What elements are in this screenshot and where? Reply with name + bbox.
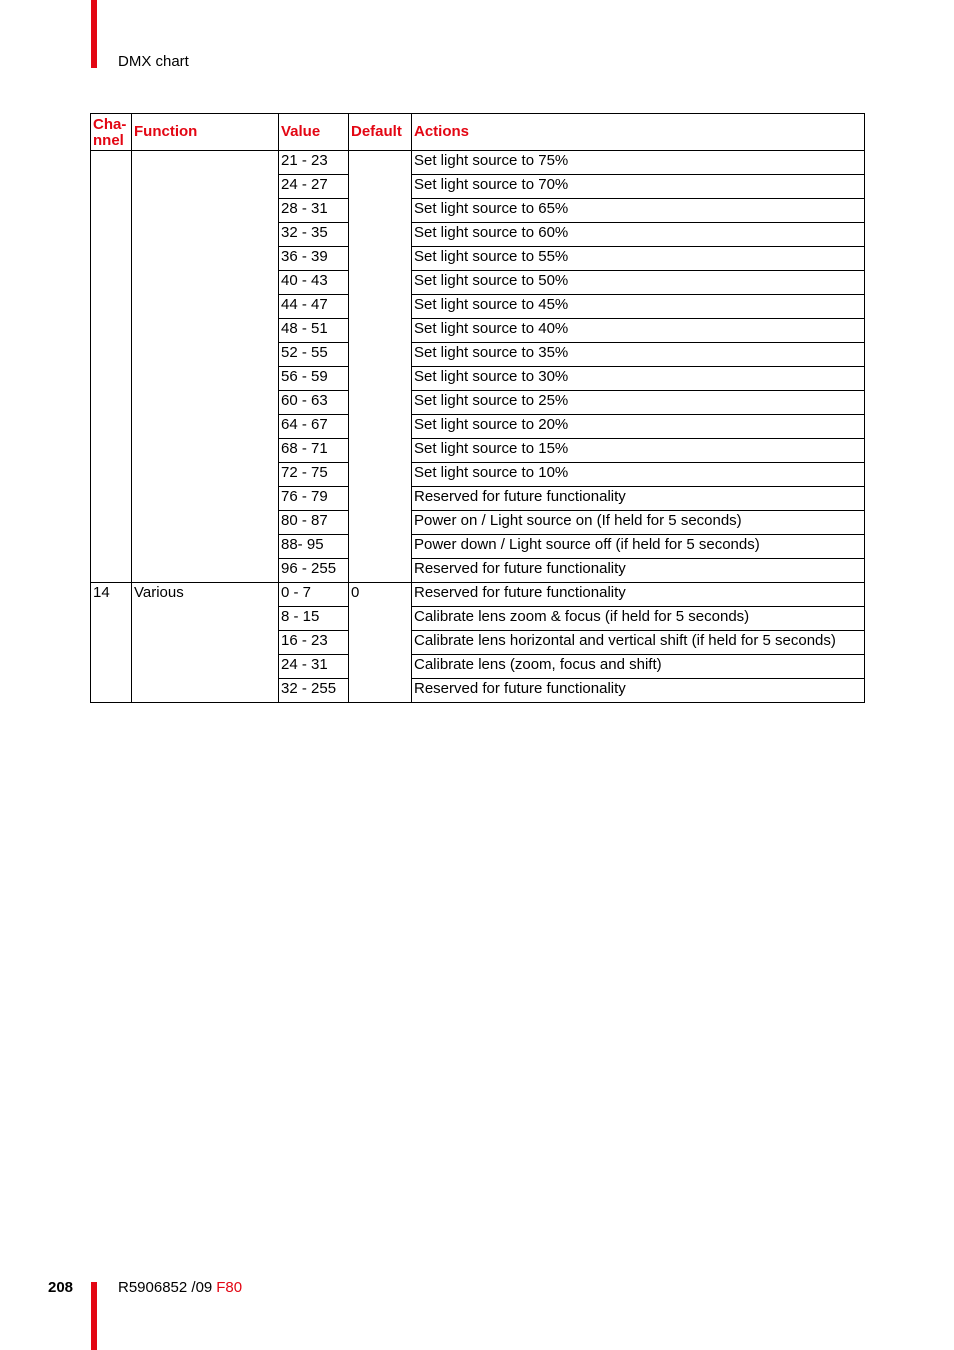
action-cell: Calibrate lens zoom & focus (if held for 5 seconds) [412,607,865,631]
header-accent-bar [91,0,97,68]
action-cell: Reserved for future functionality [412,583,865,607]
value-cell: 16 - 23 [279,631,349,655]
action-cell: Set light source to 35% [412,343,865,367]
channel-cell [91,151,132,583]
action-cell: Reserved for future functionality [412,559,865,583]
action-cell: Set light source to 40% [412,319,865,343]
channel-group-continued [91,151,865,583]
value-cell: 72 - 75 [279,463,349,487]
section-title: DMX chart [118,53,189,70]
table-header-row [91,114,865,151]
table-row [91,583,865,607]
column-header-channel: Cha- nnel [91,114,132,151]
value-cell: 0 - 7 [279,583,349,607]
action-cell: Set light source to 15% [412,439,865,463]
value-cell: 52 - 55 [279,343,349,367]
footer-accent-bar [91,1282,97,1350]
value-cell: 68 - 71 [279,439,349,463]
value-cell: 64 - 67 [279,415,349,439]
action-cell: Set light source to 20% [412,415,865,439]
action-cell: Set light source to 50% [412,271,865,295]
action-cell: Set light source to 10% [412,463,865,487]
value-cell: 24 - 27 [279,175,349,199]
action-cell: Set light source to 55% [412,247,865,271]
value-cell: 28 - 31 [279,199,349,223]
channel-group-14 [91,583,865,703]
function-cell: Various [132,583,279,703]
action-cell: Set light source to 65% [412,199,865,223]
dmx-chart-table [90,113,865,703]
action-cell: Calibrate lens (zoom, focus and shift) [412,655,865,679]
value-cell: 56 - 59 [279,367,349,391]
default-cell: 0 [349,583,412,703]
column-header-default: Default [349,114,412,151]
value-cell: 80 - 87 [279,511,349,535]
value-cell: 24 - 31 [279,655,349,679]
document-reference [118,1279,242,1297]
column-header-function: Function [132,114,279,151]
value-cell: 44 - 47 [279,295,349,319]
value-cell: 32 - 35 [279,223,349,247]
action-cell: Reserved for future functionality [412,679,865,703]
value-cell: 40 - 43 [279,271,349,295]
action-cell: Set light source to 30% [412,367,865,391]
action-cell: Power down / Light source off (if held for 5 seconds) [412,535,865,559]
value-cell: 8 - 15 [279,607,349,631]
value-cell: 60 - 63 [279,391,349,415]
action-cell: Set light source to 75% [412,151,865,175]
value-cell: 36 - 39 [279,247,349,271]
channel-cell: 14 [91,583,132,703]
action-cell: Power on / Light source on (If held for 5 seconds) [412,511,865,535]
value-cell: 48 - 51 [279,319,349,343]
document-id: R5906852 /09 [118,1279,213,1296]
value-cell: 76 - 79 [279,487,349,511]
action-cell: Calibrate lens horizontal and vertical shift (if held for 5 seconds) [412,631,865,655]
action-cell: Set light source to 45% [412,295,865,319]
action-cell: Set light source to 60% [412,223,865,247]
value-cell: 32 - 255 [279,679,349,703]
value-cell: 88- 95 [279,535,349,559]
table-row [91,151,865,175]
column-header-value: Value [279,114,349,151]
function-cell [132,151,279,583]
action-cell: Reserved for future functionality [412,487,865,511]
value-cell: 96 - 255 [279,559,349,583]
default-cell [349,151,412,583]
action-cell: Set light source to 70% [412,175,865,199]
value-cell: 21 - 23 [279,151,349,175]
product-name: F80 [216,1279,243,1296]
action-cell: Set light source to 25% [412,391,865,415]
column-header-actions: Actions [412,114,865,151]
page-number: 208 [48,1279,74,1296]
